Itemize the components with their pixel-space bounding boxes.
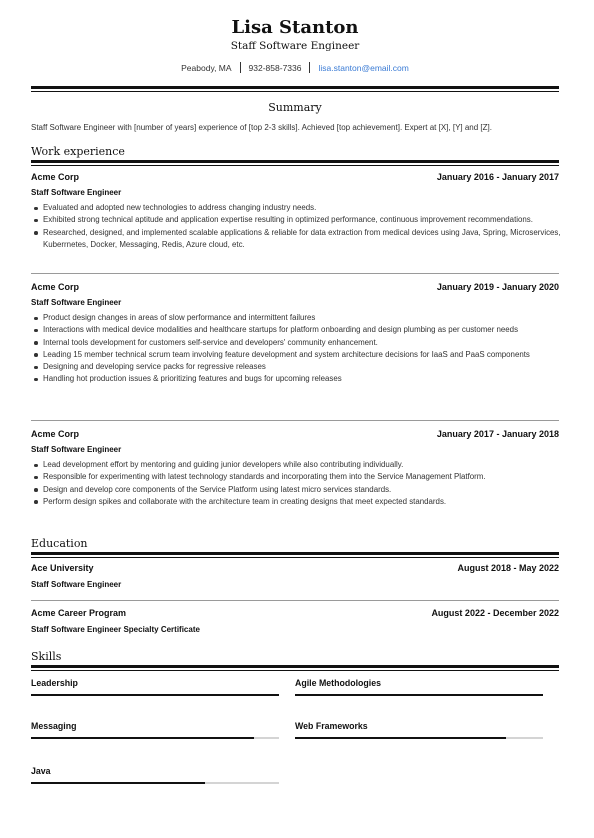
list-item: Designing and developing service packs for regressive releases: [43, 361, 561, 373]
email-link[interactable]: lisa.stanton@email.com: [318, 63, 409, 73]
list-item: Evaluated and adopted new technologies to address changing industry needs.: [43, 202, 561, 214]
skill-name: Web Frameworks: [295, 721, 368, 731]
summary-text: Staff Software Engineer with [number of years] experience of [top 2-3 skills]. Achieved [top achievement]. Expert at [X], [Y] and [Z].: [31, 123, 492, 132]
section-rule-thin: [31, 165, 559, 166]
list-item: Handling hot production issues & prioritizing features and bugs for upcoming releases: [43, 373, 561, 385]
list-item: Exhibited strong technical aptitude and application expertise resulting in optimized performance, continuous improvement recommendations.: [43, 214, 561, 226]
skill-name: Leadership: [31, 678, 78, 688]
skill-item: [31, 721, 279, 731]
skill-name: Messaging: [31, 721, 77, 731]
list-item: Researched, designed, and implemented scalable applications & reliable for data extraction from medical devices using Java, Spring, Microservices, Kuberrnetes, Docker, Messaging, Redis, Azure cloud, etc.: [43, 227, 561, 252]
entry-divider: [31, 420, 559, 421]
skill-name: Agile Methodologies: [295, 678, 382, 688]
entry-divider: [31, 600, 559, 601]
skill-item: [295, 721, 543, 731]
company-name: Acme Corp: [31, 172, 80, 182]
phone-text: 932-858-7336: [248, 63, 302, 73]
candidate-name: Lisa Stanton: [231, 17, 359, 38]
section-rule-thin: [31, 557, 559, 558]
skill-level-bar: [295, 737, 506, 739]
section-rule-thick: [31, 665, 559, 668]
company-name: Acme Corp: [31, 282, 80, 292]
section-rule-thick: [31, 160, 559, 163]
contact-line: [31, 62, 559, 73]
section-rule-thick: [31, 552, 559, 555]
education-header: [31, 563, 559, 573]
candidate-title: Staff Software Engineer: [230, 40, 360, 52]
school-name: Acme Career Program: [31, 608, 127, 618]
list-item: Leading 15 member technical scrum team involving feature development and system architecture decisions for IaaS and PaaS components: [43, 349, 561, 361]
education-dates: August 2018 - May 2022: [457, 563, 559, 573]
education-degree: Staff Software Engineer Specialty Certificate: [31, 625, 200, 634]
skill-level-bar: [295, 694, 543, 696]
job-header: [31, 282, 559, 292]
summary-heading: Summary: [268, 101, 322, 114]
section-rule-thin: [31, 670, 559, 671]
list-item: Perform design spikes and collaborate with the architecture team in creating designs that meet expected standards.: [43, 496, 561, 508]
list-item: Product design changes in areas of slow performance and intermittent failures: [43, 312, 561, 324]
list-item: Lead development effort by mentoring and guiding junior developers while also contributing individually.: [43, 459, 561, 471]
job-bullets: [31, 312, 561, 386]
skill-level-track: [31, 694, 279, 696]
list-item: Responsible for experimenting with latest technology standards and incorporating them into the Service Management Platform.: [43, 471, 561, 483]
job-bullets: [31, 202, 561, 251]
school-name: Ace University: [31, 563, 94, 573]
contact-divider: [240, 62, 241, 73]
header-rule-thin: [31, 91, 559, 92]
skill-level-bar: [31, 737, 254, 739]
company-name: Acme Corp: [31, 429, 80, 439]
job-role: Staff Software Engineer: [31, 298, 122, 307]
skill-item: [295, 678, 543, 688]
skill-level-track: [31, 782, 279, 784]
job-header: [31, 172, 559, 182]
skill-level-track: [31, 737, 279, 739]
education-dates: August 2022 - December 2022: [431, 608, 559, 618]
job-bullets: [31, 459, 561, 508]
skill-item: [31, 678, 279, 688]
job-dates: January 2016 - January 2017: [436, 172, 559, 182]
job-role: Staff Software Engineer: [31, 445, 122, 454]
job-dates: January 2019 - January 2020: [436, 282, 559, 292]
job-role: Staff Software Engineer: [31, 188, 122, 197]
contact-divider: [309, 62, 310, 73]
list-item: Interactions with medical device modalities and healthcare startups for platform onboarding and design plumbing as per customer needs: [43, 324, 561, 336]
job-dates: January 2017 - January 2018: [436, 429, 559, 439]
header-rule-thick: [31, 86, 559, 89]
skills-heading: Skills: [31, 650, 62, 663]
skill-level-track: [295, 737, 543, 739]
list-item: Design and develop core components of the Service Platform using latest micro services standards.: [43, 484, 561, 496]
skill-level-bar: [31, 694, 279, 696]
skill-level-bar: [31, 782, 205, 784]
job-header: [31, 429, 559, 439]
list-item: Internal tools development for customers self-service and developers' community enhancement.: [43, 337, 561, 349]
education-heading: Education: [31, 537, 88, 550]
skill-name: Java: [31, 766, 51, 776]
skill-level-track: [295, 694, 543, 696]
education-header: [31, 608, 559, 618]
entry-divider: [31, 273, 559, 274]
education-degree: Staff Software Engineer: [31, 580, 122, 589]
work-experience-heading: Work experience: [31, 145, 125, 158]
skill-item: [31, 766, 279, 776]
location-text: Peabody, MA: [181, 63, 232, 73]
